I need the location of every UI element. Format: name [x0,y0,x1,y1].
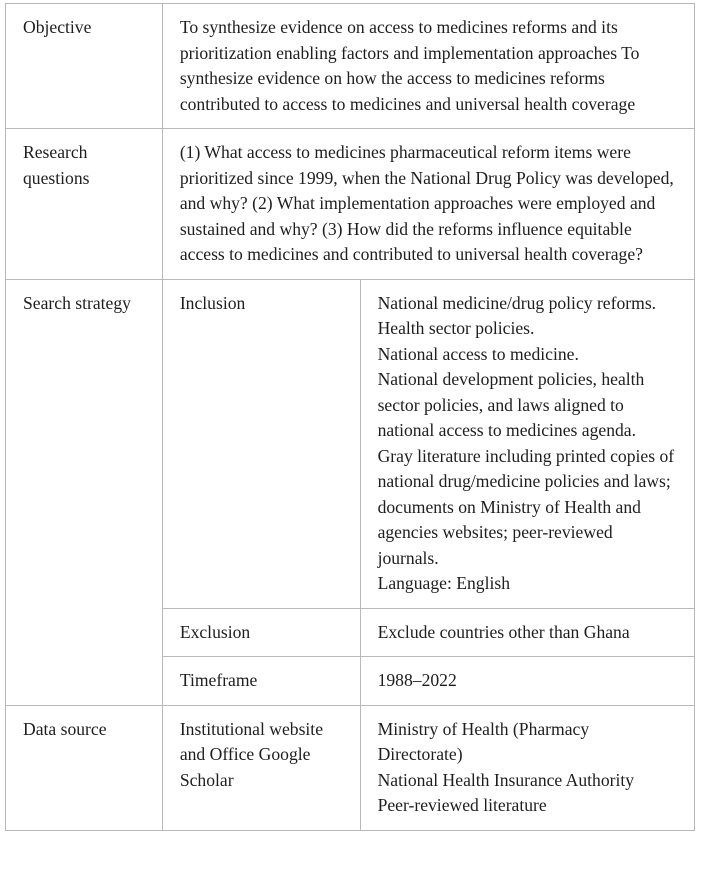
research-questions-text: (1) What access to medicines pharmaceutical reform items were prioritized since 1999, when the National Drug Policy was developed, and why? (2) What implementation approaches were employed and sustained and why? (3) How did the reforms influence equitable access to medicines and contributed to universal health coverage? [162,129,694,280]
inclusion-line: National access to medicine. [377,343,579,364]
inclusion-line: National medicine/drug policy reforms. Health sector policies. [377,292,657,338]
objective-label: Objective [6,4,163,129]
inclusion-label: Inclusion [162,279,360,608]
data-source-label: Data source [6,705,163,830]
search-strategy-label: Search strategy [6,279,163,705]
timeframe-value: 1988–2022 [360,657,694,706]
search-strategy-inclusion-row [6,279,695,608]
inclusion-line: Gray literature including printed copies of national drug/medicine policies and laws; documents on Ministry of Health and agencies websites; peer-reviewed journals. [377,445,675,568]
research-questions-row [6,129,695,280]
review-protocol-table [5,3,695,831]
inclusion-criteria [360,279,694,608]
data-source-list [360,705,694,830]
data-source-item: Peer-reviewed literature [377,795,547,815]
timeframe-label: Timeframe [162,657,360,706]
data-source-row [6,705,695,830]
data-source-type: Institutional website and Office Google Scholar [162,705,360,830]
research-questions-label: Research questions [6,129,163,280]
data-source-item: National Health Insurance Authority [377,769,635,790]
exclusion-criteria: Exclude countries other than Ghana [360,608,694,657]
objective-row [6,4,695,129]
inclusion-line: Language: English [377,573,510,593]
objective-text: To synthesize evidence on access to medicines reforms and its prioritization enabling factors and implementation approaches To synthesize evidence on how the access to medicines reforms contributed to access to medicines and universal health coverage [162,4,694,129]
data-source-item: Ministry of Health (Pharmacy Directorate) [377,718,590,764]
inclusion-line: National development policies, health sector policies, and laws aligned to national access to medicines agenda. [377,369,645,440]
exclusion-label: Exclusion [162,608,360,657]
